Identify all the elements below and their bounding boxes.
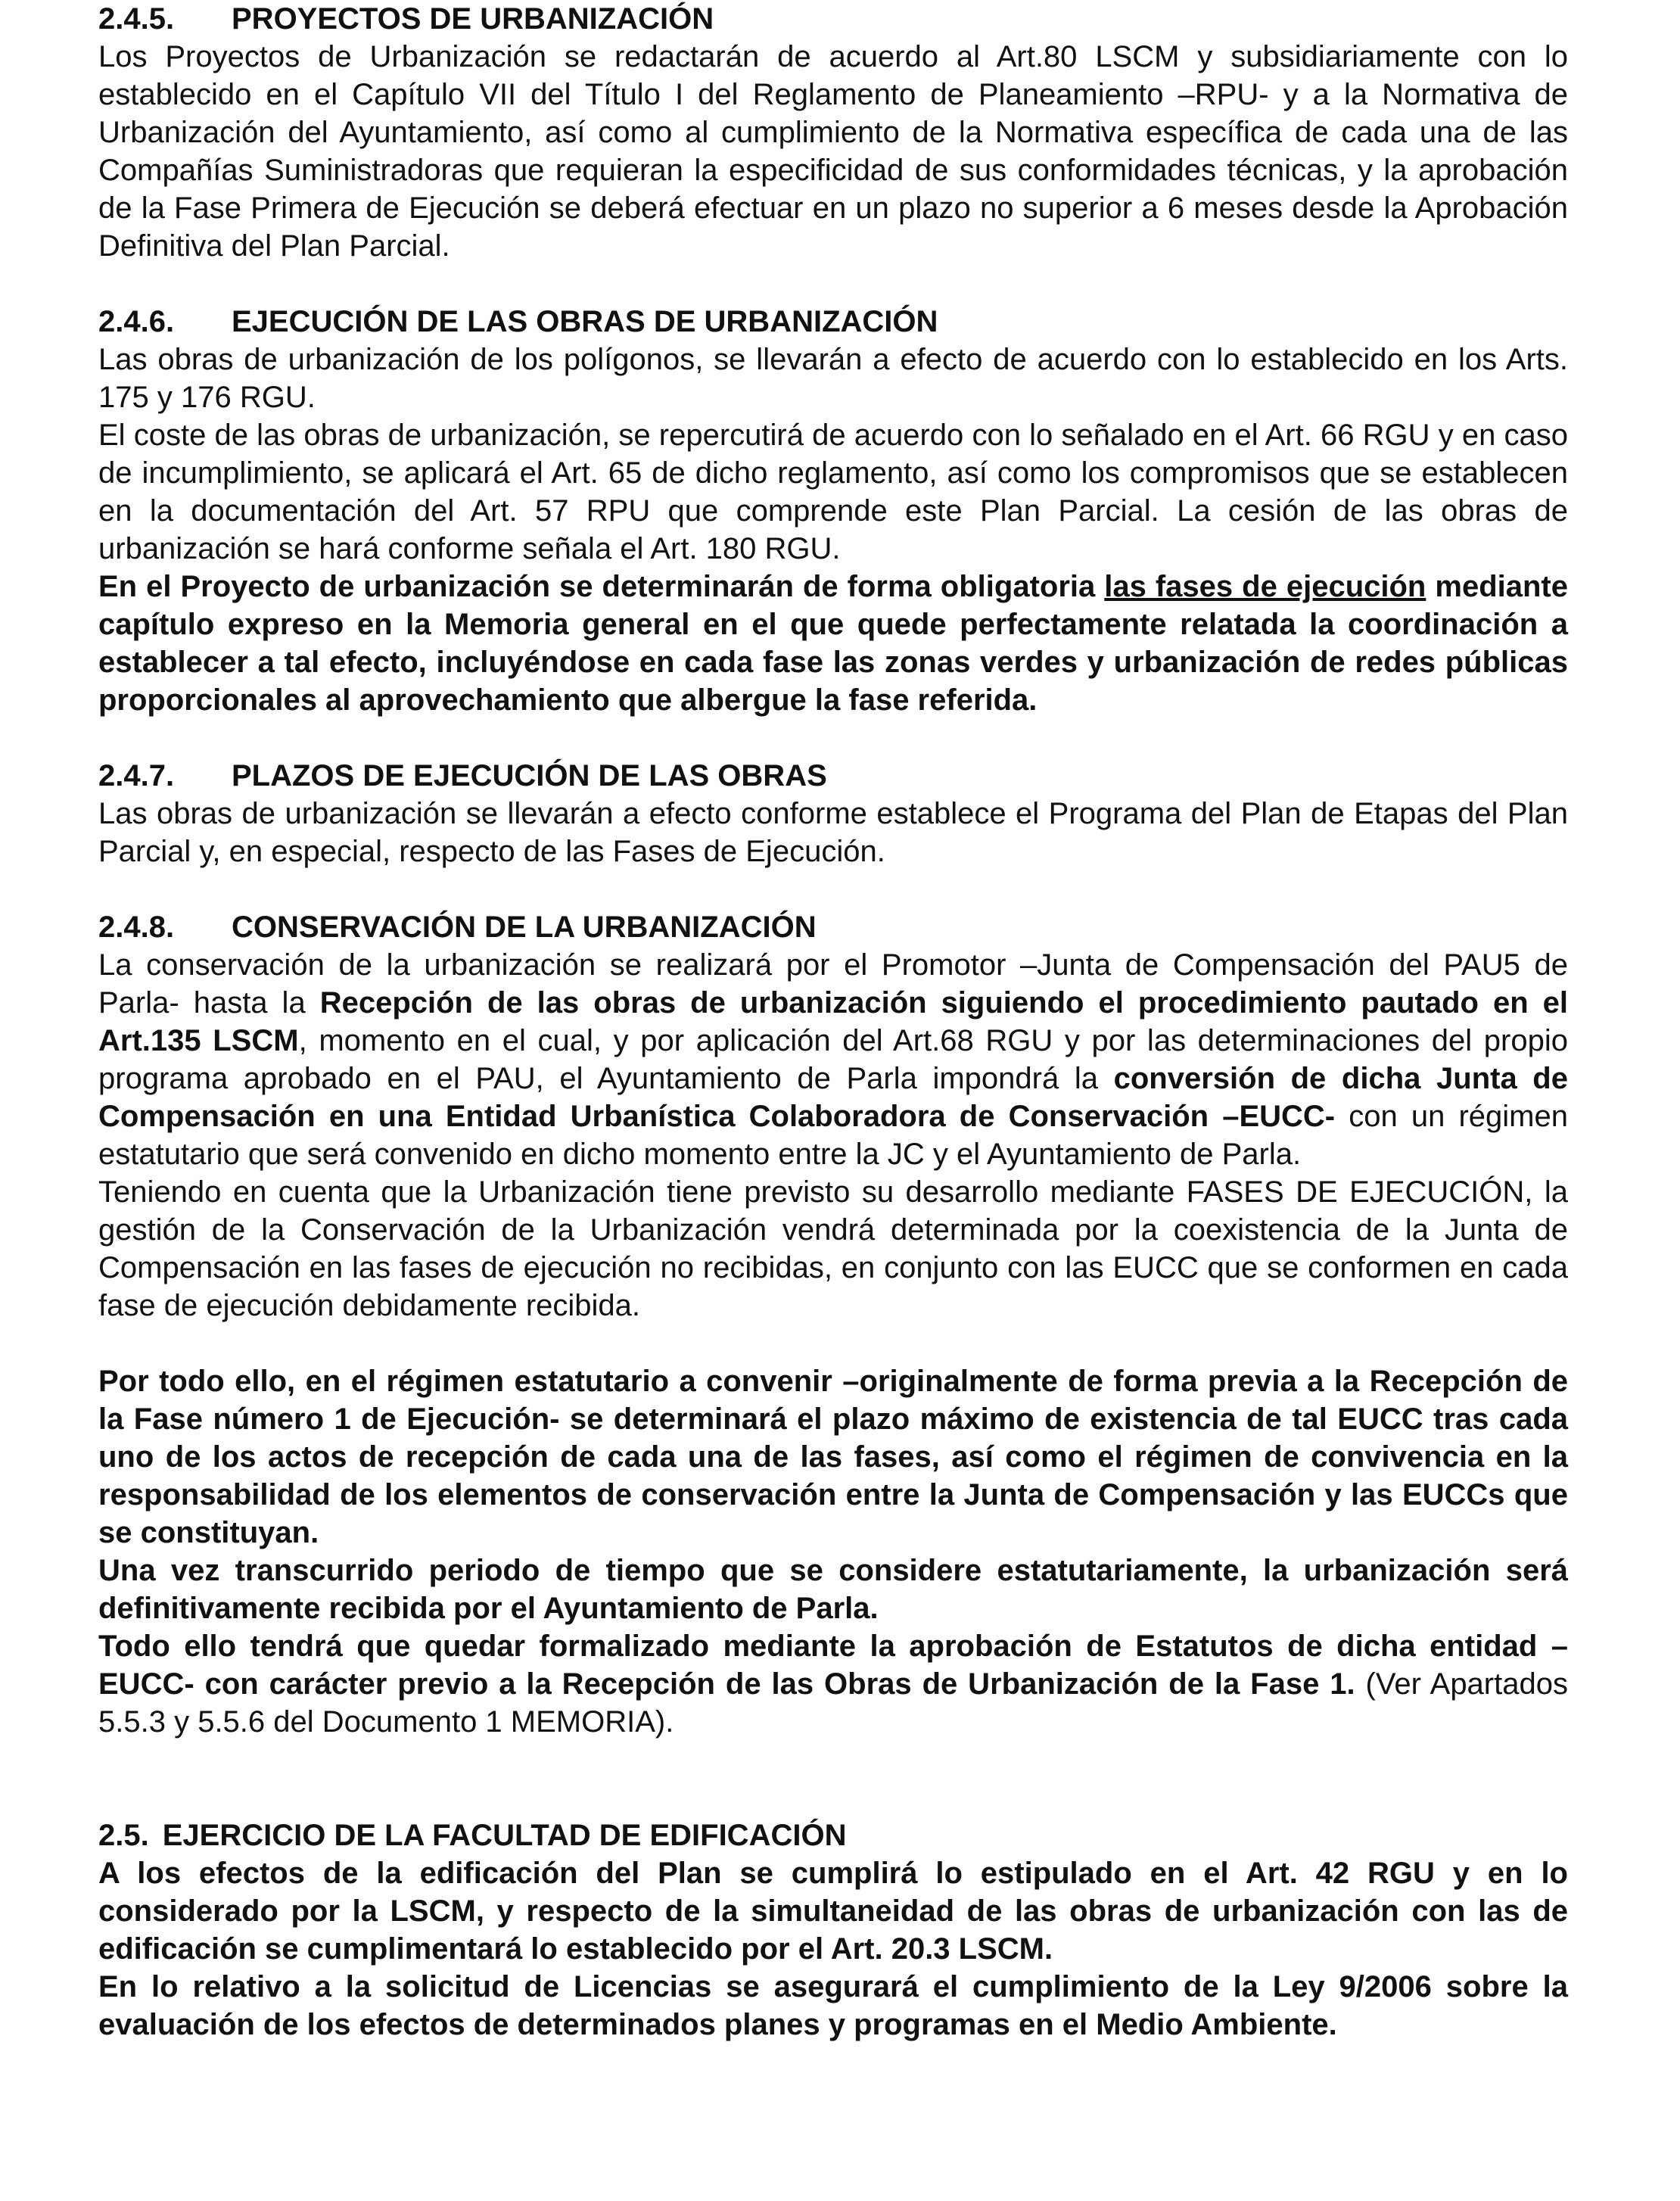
text-segment: (Ver Apartados 5.5.3 y 5.5.6 del Documento 1 MEMORIA). [98, 1667, 1568, 1739]
text-segment: con un régimen estatutario que será convenido en dicho momento entre la JC y el Ayuntamiento de Parla. [98, 1100, 1568, 1171]
bold-text: Por todo ello, en el régimen estatutario a convenir –originalmente de forma previa a la Recepción de la Fase número 1 de Ejecución- se determinará el plazo máximo de existencia de tal EUCC tras cada uno de los actos de recepción de cada una de las fases, así como el régimen de convivencia en la responsabilidad de los elementos de conservación entre la Junta de Compensación y las EUCCs que se constituyan. [98, 1365, 1568, 1549]
bold-text: conversión de dicha Junta de Compensación en una Entidad Urbanística Colaboradora de Conservación –EUCC- [98, 1062, 1568, 1133]
paragraph [98, 38, 1568, 265]
blank-line [98, 1779, 1568, 1817]
paragraph [98, 1552, 1568, 1627]
blank-line [98, 1741, 1568, 1779]
bold-text: En lo relativo a la solicitud de Licencias se asegurará el cumplimiento de la Ley 9/2006 sobre la evaluación de los efectos de determinados planes y programas en el Medio Ambiente. [98, 1970, 1568, 2041]
bold-text: A los efectos de la edificación del Plan se cumplirá lo estipulado en el Art. 42 RGU y en lo considerado por la LSCM, y respecto de la simultaneidad de las obras de urbanización con las de edificación se cumplimentará lo establecido por el Art. 20.3 LSCM. [98, 1857, 1568, 1966]
section-title: PROYECTOS DE URBANIZACIÓN [232, 2, 714, 36]
paragraph [98, 416, 1568, 568]
section-heading [98, 0, 1568, 38]
blank-line [98, 265, 1568, 303]
section-title: EJECUCIÓN DE LAS OBRAS DE URBANIZACIÓN [232, 305, 938, 338]
paragraph [98, 1362, 1568, 1552]
blank-line [98, 870, 1568, 908]
section-heading [98, 908, 1568, 946]
text-segment: , momento en el cual, y por aplicación del Art.68 RGU y por las determinaciones del propio programa aprobado en el PAU, el Ayuntamiento de Parla impondrá la [98, 1024, 1568, 1095]
paragraph [98, 1627, 1568, 1741]
section-heading [98, 757, 1568, 795]
section-title: CONSERVACIÓN DE LA URBANIZACIÓN [232, 911, 817, 944]
bold-text: mediante capítulo expreso en la Memoria general en el que quede perfectamente relatada la coordinación a establecer a tal efecto, incluyéndose en cada fase las zonas verdes y urbanización de redes públicas proporcionales al aprovechamiento que albergue la fase referida. [98, 570, 1568, 717]
section-heading [98, 1817, 1568, 1854]
underlined-text: las fases de ejecución [1104, 570, 1426, 603]
text-segment: Los Proyectos de Urbanización se redactarán de acuerdo al Art.80 LSCM y subsidiariamente con lo establecido en el Capítulo VII del Título I del Reglamento de Planeamiento –RPU- y a la Normativa de Urbanización del Ayuntamiento, así como al cumplimiento de la Normativa específica de cada una de las Compañías Suministradoras que requieran la especificidad de sus conformidades técnicas, y la aprobación de la Fase Primera de Ejecución se deberá efectuar en un plazo no superior a 6 meses desde la Aprobación Definitiva del Plan Parcial. [98, 40, 1568, 263]
document-page [98, 0, 1568, 2044]
section-number: 2.4.8. [98, 911, 175, 944]
blank-line [98, 1325, 1568, 1362]
paragraph [98, 341, 1568, 416]
text-segment: La conservación de la urbanización se realizará por el Promotor –Junta de Compensación del PAU5 de Parla- hasta la [98, 948, 1568, 1020]
bold-text: Todo ello tendrá que quedar formalizado mediante la aprobación de Estatutos de dicha entidad –EUCC- con carácter previo a la Recepción de las Obras de Urbanización de la Fase 1. [98, 1630, 1568, 1701]
section-number: 2.4.6. [98, 305, 175, 338]
section-heading [98, 303, 1568, 341]
text-segment: Teniendo en cuenta que la Urbanización tiene previsto su desarrollo mediante FASES DE EJECUCIÓN, la gestión de la Conservación de la Urbanización vendrá determinada por la coexistencia de la Junta de Compensación en las fases de ejecución no recibidas, en conjunto con las EUCC que se conformen en cada fase de ejecución debidamente recibida. [98, 1175, 1568, 1322]
bold-text: Una vez transcurrido periodo de tiempo que se considere estatutariamente, la urbanización será definitivamente recibida por el Ayuntamiento de Parla. [98, 1554, 1568, 1625]
section-title: PLAZOS DE EJECUCIÓN DE LAS OBRAS [232, 759, 827, 792]
paragraph [98, 1854, 1568, 1968]
paragraph [98, 1173, 1568, 1325]
text-segment: El coste de las obras de urbanización, se repercutirá de acuerdo con lo señalado en el Art. 66 RGU y en caso de incumplimiento, se aplicará el Art. 65 de dicho reglamento, así como los compromisos que se establecen en la documentación del Art. 57 RPU que comprende este Plan Parcial. La cesión de las obras de urbanización se hará conforme señala el Art. 180 RGU. [98, 419, 1568, 565]
paragraph [98, 795, 1568, 870]
paragraph [98, 568, 1568, 719]
paragraph [98, 1968, 1568, 2044]
text-segment: Las obras de urbanización de los polígonos, se llevarán a efecto de acuerdo con lo establecido en los Arts. 175 y 176 RGU. [98, 343, 1568, 414]
paragraph [98, 946, 1568, 1173]
section-number: 2.4.7. [98, 759, 175, 792]
bold-text: En el Proyecto de urbanización se determinarán de forma obligatoria [98, 570, 1105, 603]
blank-line [98, 719, 1568, 757]
section-title: EJERCICIO DE LA FACULTAD DE EDIFICACIÓN [162, 1819, 847, 1852]
section-number: 2.4.5. [98, 2, 175, 36]
bold-text: Recepción de las obras de urbanización siguiendo el procedimiento pautado en el Art.135 LSCM [98, 986, 1568, 1057]
text-segment: Las obras de urbanización se llevarán a efecto conforme establece el Programa del Plan de Etapas del Plan Parcial y, en especial, respecto de las Fases de Ejecución. [98, 797, 1568, 868]
section-number: 2.5. [98, 1819, 149, 1852]
